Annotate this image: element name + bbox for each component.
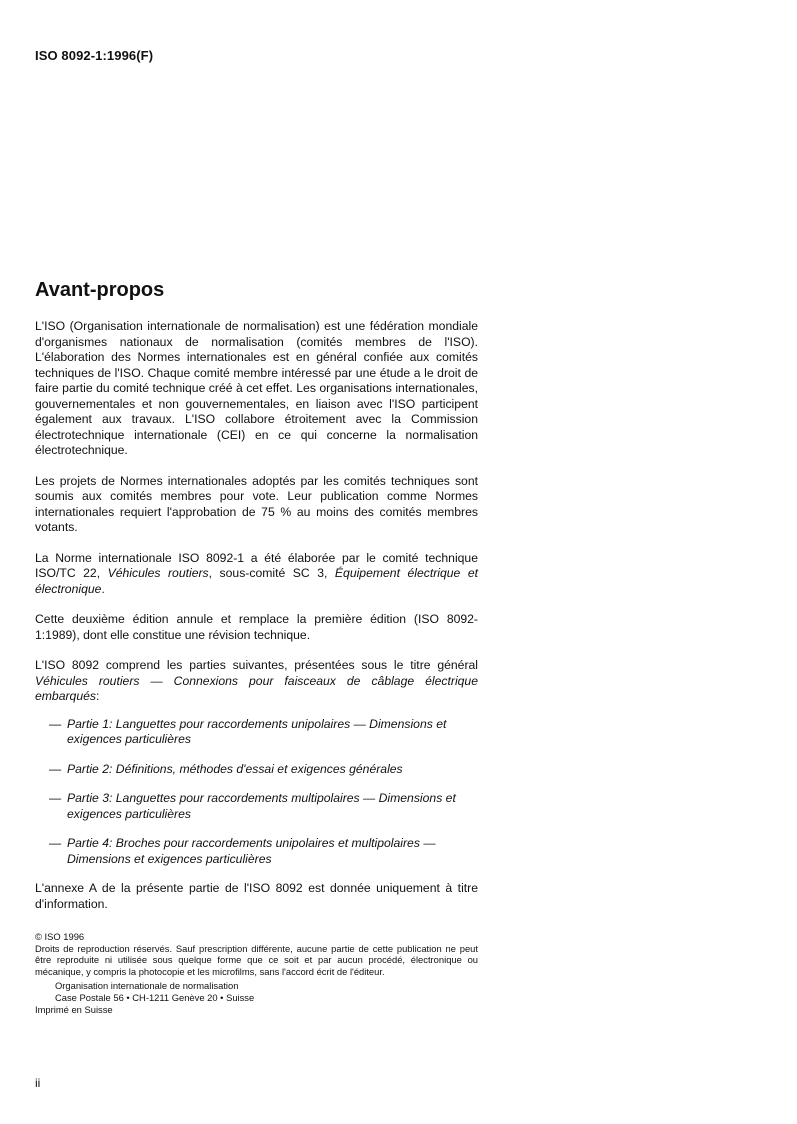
publisher-postal: Case Postale 56 • CH-1211 Genève 20 • Suisse [55,991,255,1003]
part-3-text: Partie 3: Languettes pour raccordements multipolaires — Dimensions et exigences particulières [67,791,456,821]
list-item-part-1 [35,717,478,748]
part-1-text: Partie 1: Languettes pour raccordements unipolaires — Dimensions et exigences particulières [67,716,447,746]
committee-text-e: . [101,581,105,596]
dash-bullet: — [49,716,62,731]
paragraph-iso-intro: L'ISO (Organisation internationale de normalisation) est une fédération mondiale d'organismes nationaux de normalisation (comités membres de l'ISO). L'élaboration des Normes internationales est en général confiée aux comités techniques de l'ISO. Chaque comité membre intéressé par une étude a le droit de faire partie du comité technique créé à cet effet. Les organisations internationales, gouvernementales et non gouvernementales, en liaison avec l'ISO participent également aux travaux. L'ISO collabore étroitement avec la Commission électrotechnique internationale (CEI) en ce qui concerne la normalisation électrotechnique. [35,319,478,457]
committee-text-c: , sous-comité SC 3, [208,566,335,580]
list-item-part-2 [35,762,478,778]
committee-text-a: La Norme internationale ISO 8092-1 a été élaborée par le comité technique ISO/TC 22, [35,550,478,580]
copyright-line: © ISO 1996 [35,931,85,942]
page-number: ii [35,1076,41,1090]
dash-bullet: — [49,836,62,850]
dash-bullet: — [49,761,62,776]
paragraph-parts-intro [35,658,478,705]
publisher-org: Organisation internationale de normalisation [55,980,239,992]
parts-intro-text: L'ISO 8092 comprend les parties suivantes, présentées sous le titre général [35,658,478,672]
committee-title-vehicles: Véhicules routiers [107,566,209,580]
paragraph-edition: Cette deuxième édition annule et remplace la première édition (ISO 8092-1:1989), dont elle constitue une révision technique. [35,612,478,642]
list-item-part-3 [35,791,478,822]
document-id: ISO 8092-1:1996(F) [35,48,154,63]
printed-in: Imprimé en Suisse [35,1003,113,1015]
parts-general-title: Véhicules routiers — Connexions pour faisceaux de câblage électrique embarqués [35,673,478,703]
part-4-text: Partie 4: Broches pour raccordements unipolaires et multipolaires — Dimensions et exigences particulières [67,836,436,866]
section-title: Avant-propos [35,279,165,301]
paragraph-committee [35,551,478,598]
copyright-notice: Droits de reproduction réservés. Sauf prescription différente, aucune partie de cette publication ne peut être reproduite ni utilisée sous quelque forme que ce soit et par aucun procédé, électronique ou mécanique, y compris la photocopie et les microfilms, sans l'accord écrit de l'éditeur. [35,942,478,977]
paragraph-annex: L'annexe A de la présente partie de l'ISO 8092 est donnée uniquement à titre d'information. [35,881,478,911]
committee-title-equipment: Équipement électrique et électronique [35,566,479,596]
paragraph-draft-standards: Les projets de Normes internationales adoptés par les comités techniques sont soumis aux comités membres pour vote. Leur publication comme Normes internationales requiert l'approbation de 75 % au moins des comités membres votants. [35,473,478,534]
list-item-part-4 [35,836,478,867]
publisher-address [35,980,478,1003]
dash-bullet: — [49,791,62,805]
copyright-block [35,931,478,1015]
foreword-body [35,319,478,927]
parts-intro-colon: : [95,689,100,703]
part-2-text: Partie 2: Définitions, méthodes d'essai et exigences générales [67,761,403,776]
